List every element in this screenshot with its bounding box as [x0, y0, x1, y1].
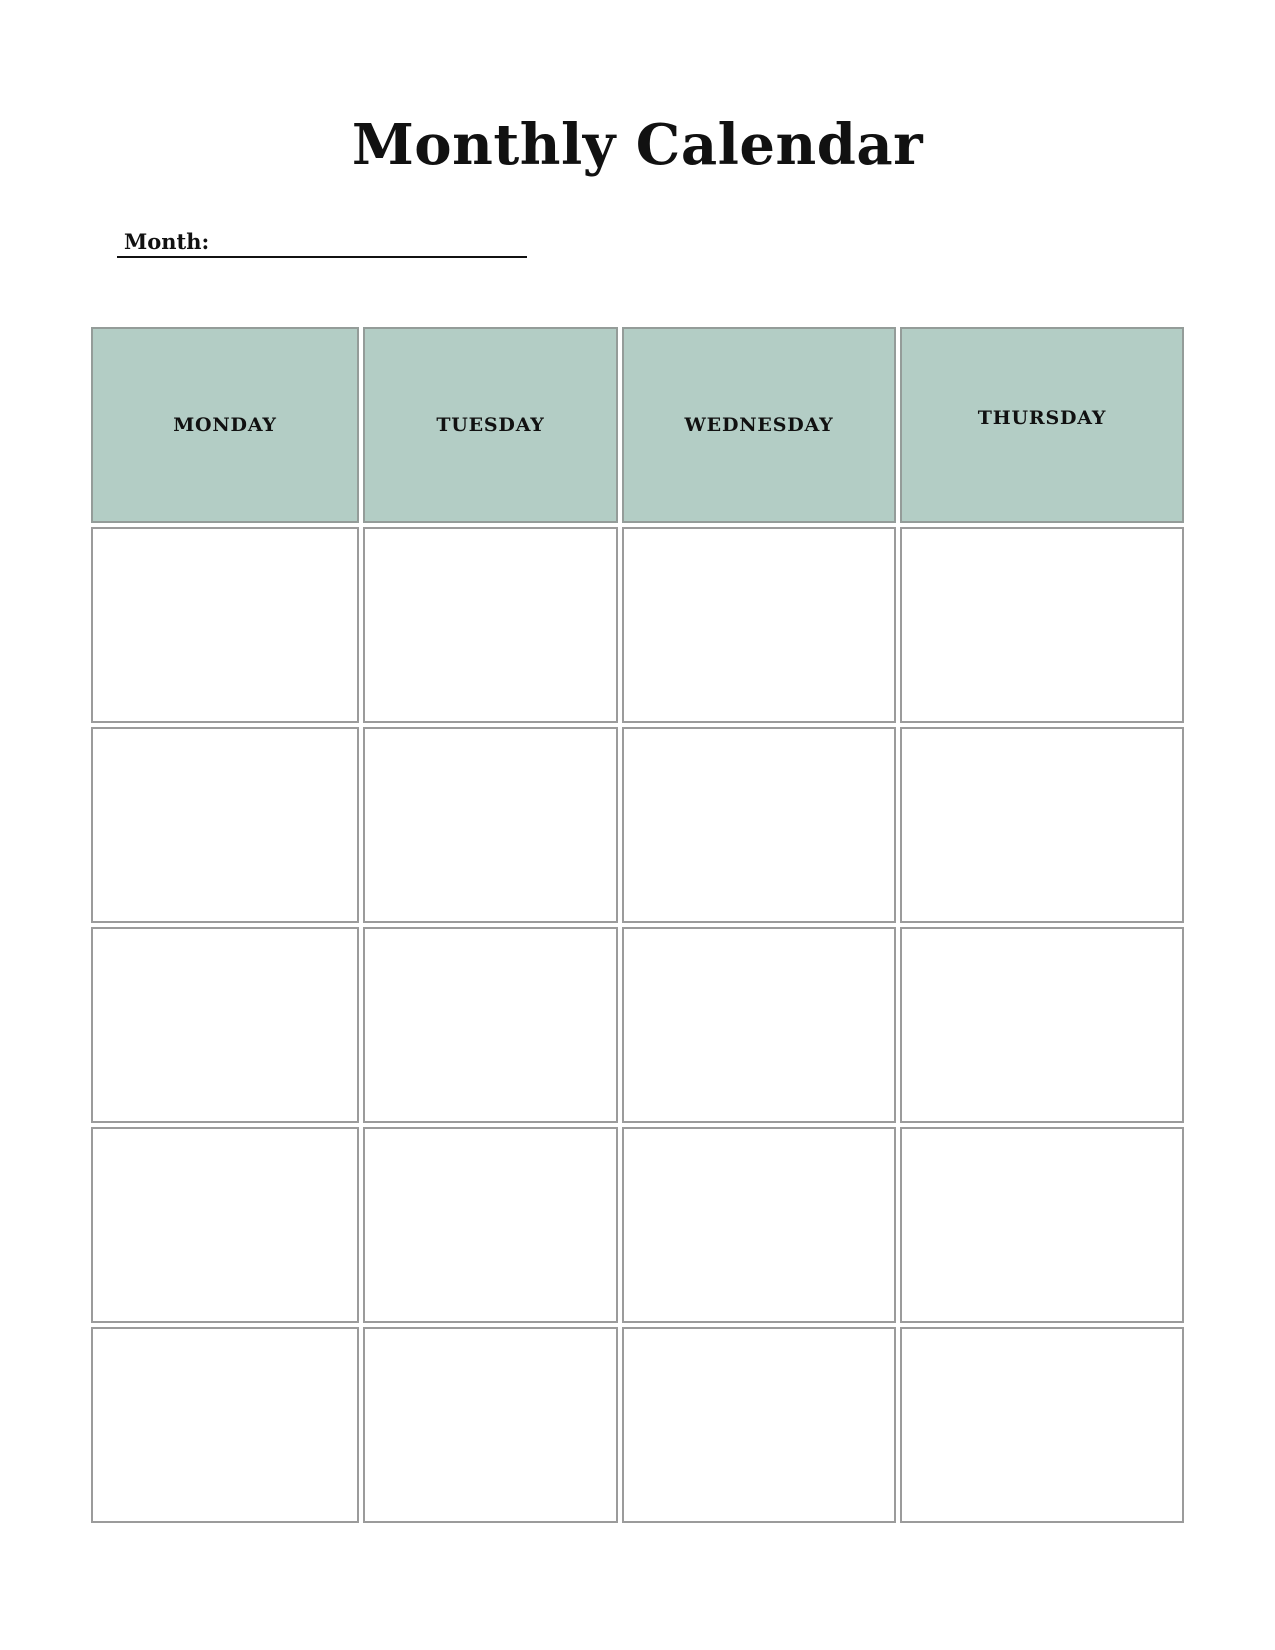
day-cell[interactable] — [622, 727, 896, 923]
day-header-label: WEDNESDAY — [684, 414, 834, 436]
day-cell[interactable] — [91, 727, 359, 923]
day-cell[interactable] — [363, 1327, 618, 1523]
day-cell[interactable] — [622, 1127, 896, 1323]
day-cell[interactable] — [900, 927, 1184, 1123]
day-cell[interactable] — [622, 1327, 896, 1523]
day-cell[interactable] — [363, 927, 618, 1123]
day-header-monday — [91, 327, 359, 523]
month-field-group — [117, 229, 527, 259]
day-cell[interactable] — [363, 1127, 618, 1323]
page-title: Monthly Calendar — [351, 112, 924, 178]
month-underline — [117, 256, 527, 258]
month-label: Month: — [124, 229, 210, 254]
day-cell[interactable] — [363, 527, 618, 723]
day-cell[interactable] — [900, 527, 1184, 723]
day-cell[interactable] — [622, 527, 896, 723]
day-header-label: TUESDAY — [436, 414, 545, 436]
month-input[interactable] — [203, 229, 523, 255]
day-cell[interactable] — [91, 927, 359, 1123]
day-header-wednesday — [622, 327, 896, 523]
day-cell[interactable] — [363, 727, 618, 923]
day-header-tuesday — [363, 327, 618, 523]
day-cell[interactable] — [900, 727, 1184, 923]
day-cell[interactable] — [91, 1327, 359, 1523]
day-cell[interactable] — [91, 1127, 359, 1323]
day-header-label: MONDAY — [173, 414, 277, 436]
day-header-label: THURSDAY — [977, 407, 1107, 429]
day-cell[interactable] — [622, 927, 896, 1123]
day-cell[interactable] — [91, 527, 359, 723]
day-cell[interactable] — [900, 1327, 1184, 1523]
day-cell[interactable] — [900, 1127, 1184, 1323]
day-header-thursday — [900, 327, 1184, 523]
